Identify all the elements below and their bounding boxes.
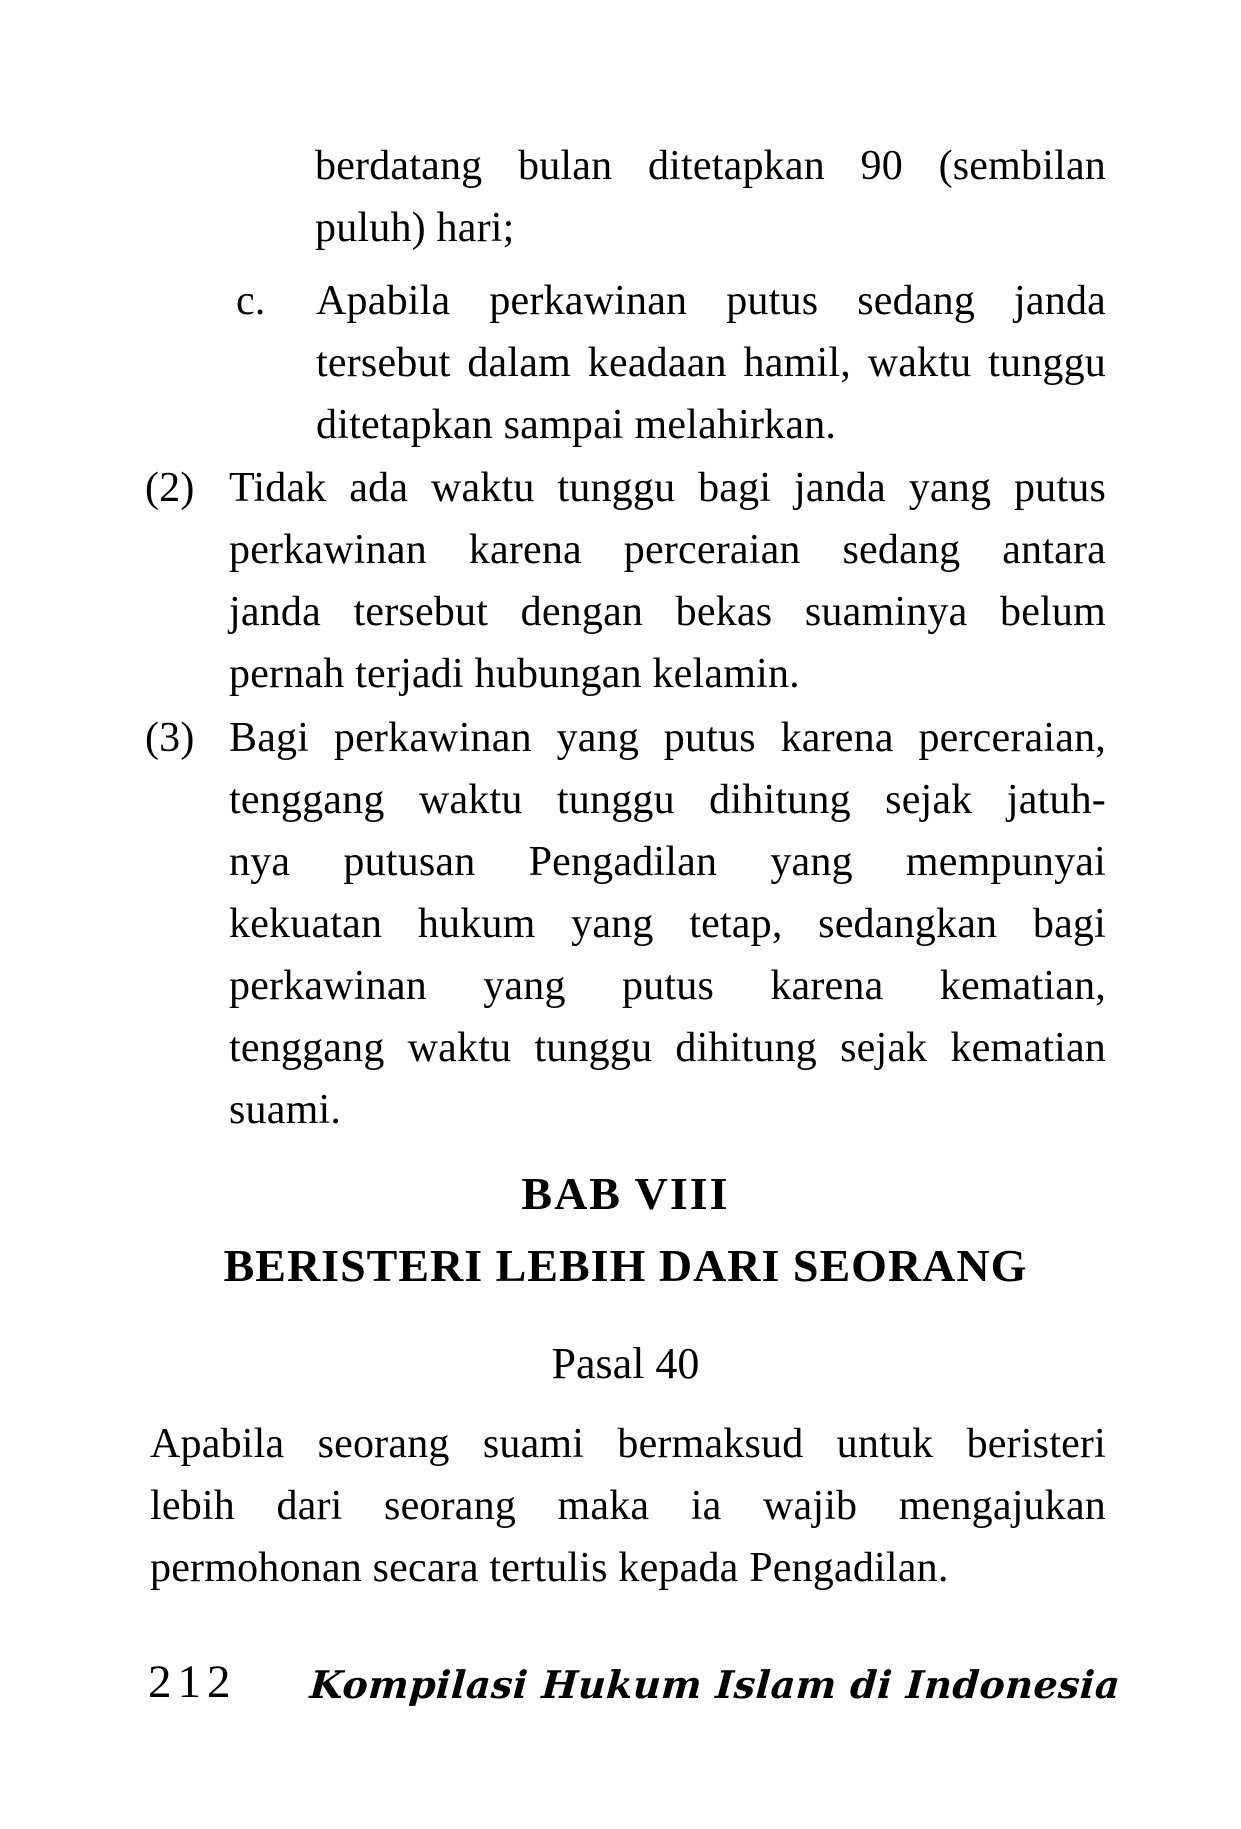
text-line: tersebut dalam keadaan hamil, waktu tunggu bbox=[316, 340, 1106, 386]
text-line: kekuatan hukum yang tetap, sedangkan bagi bbox=[229, 901, 1106, 947]
text-line: tenggang waktu tunggu dihitung sejak jatuh- bbox=[229, 777, 1106, 823]
text-line: janda tersebut dengan bekas suaminya belum bbox=[229, 589, 1106, 635]
text-line: permohonan secara tertulis kepada Pengadilan. bbox=[150, 1545, 949, 1591]
text-line: perkawinan yang putus karena kematian, bbox=[229, 963, 1106, 1009]
chapter-title-heading: BERISTERI LEBIH DARI SEORANG bbox=[223, 1240, 1028, 1291]
article-40-paragraph bbox=[150, 1413, 1106, 1599]
list-item-b-continuation bbox=[315, 135, 1106, 259]
text-line: Bagi perkawinan yang putus karena perceraian, bbox=[229, 715, 1106, 761]
text-line: Apabila perkawinan putus sedang janda bbox=[316, 278, 1106, 324]
text-line: puluh) hari; bbox=[315, 205, 515, 251]
text-line: Tidak ada waktu tunggu bagi janda yang putus bbox=[229, 465, 1106, 511]
text-line: pernah terjadi hubungan kelamin. bbox=[229, 651, 800, 697]
list-item-marker: c. bbox=[236, 278, 266, 324]
article-heading: Pasal 40 bbox=[551, 1339, 700, 1388]
text-line: tenggang waktu tunggu dihitung sejak kematian bbox=[229, 1025, 1106, 1071]
text-line: nya putusan Pengadilan yang mempunyai bbox=[229, 839, 1106, 885]
chapter-heading: BAB VIII bbox=[521, 1168, 730, 1219]
list-item-3 bbox=[145, 707, 1106, 1141]
list-item-2 bbox=[145, 457, 1106, 705]
page-footer bbox=[145, 1648, 1120, 1728]
page-number: 212 bbox=[148, 1656, 237, 1708]
text-line: berdatang bulan ditetapkan 90 (sembilan bbox=[315, 143, 1106, 189]
text-line: perkawinan karena perceraian sedang antara bbox=[229, 527, 1106, 573]
list-item-marker: (2) bbox=[145, 465, 195, 511]
text-line: suami. bbox=[229, 1087, 342, 1133]
book-title-script: Kompilasi Hukum Islam di Indonesia bbox=[308, 1662, 1122, 1707]
list-item-c bbox=[236, 270, 1106, 456]
text-line: Apabila seorang suami bermaksud untuk beristeri bbox=[150, 1421, 1106, 1467]
list-item-marker: (3) bbox=[145, 715, 195, 761]
text-line: lebih dari seorang maka ia wajib mengajukan bbox=[150, 1483, 1106, 1529]
text-line: ditetapkan sampai melahirkan. bbox=[316, 402, 837, 448]
